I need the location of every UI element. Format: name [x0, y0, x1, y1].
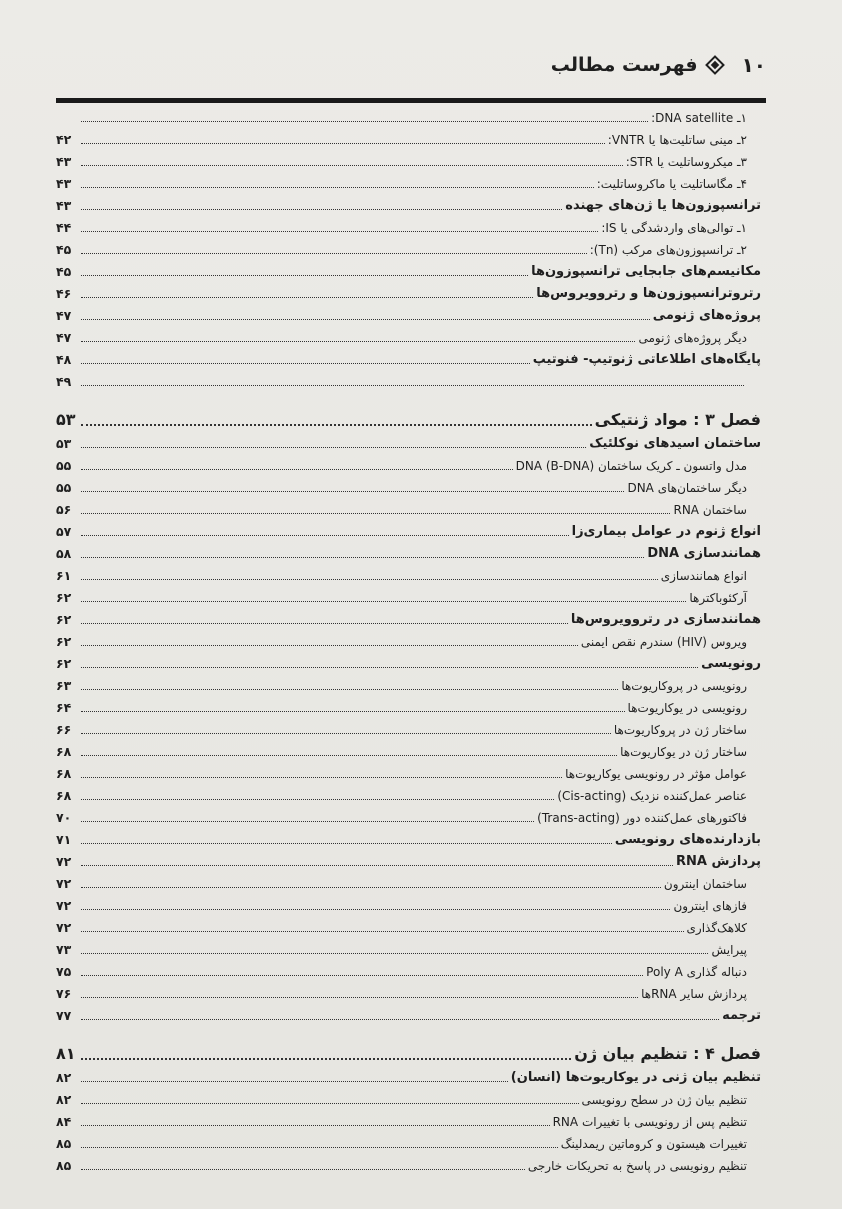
dot-leader — [81, 362, 530, 364]
toc-entry-page: ۸۱ — [56, 1044, 76, 1063]
toc-entry-page: ۵۶ — [56, 502, 72, 517]
dot-leader — [81, 842, 612, 844]
toc-entry — [56, 540, 761, 562]
toc-entry-title: فصل ۳ : مواد ژنتیکی — [594, 410, 761, 429]
diamond-ornament-icon — [705, 55, 725, 75]
dot-leader — [81, 296, 533, 298]
toc-entry-page: ۷۲ — [56, 876, 72, 891]
toc-entry-title: فاکتورهای عمل‌کننده دور (Trans-acting) — [537, 811, 747, 825]
toc-entry-title: تنظیم بیان ژن در سطح رونویسی — [581, 1093, 747, 1107]
toc-entry-title: ویروس (HIV) سندرم نقص ایمنی — [580, 635, 747, 649]
toc-entry — [56, 848, 761, 870]
toc-entry — [56, 804, 761, 826]
toc-entry-title: رتروترانسپوزون‌ها و رتروویروس‌ها — [536, 286, 761, 301]
toc-entry-title: ساختمان RNA — [673, 503, 747, 517]
toc-entry-page: ۷۰ — [56, 810, 72, 825]
toc-entry — [56, 430, 761, 452]
toc-entry-title: ترانسپوزون‌ها یا ژن‌های جهنده — [565, 198, 761, 213]
dot-leader — [81, 864, 673, 866]
dot-leader — [81, 798, 554, 800]
toc-entry-title: بازدارنده‌های رونویسی — [614, 832, 761, 847]
toc-entry-title: مکانیسم‌های جابجایی ترانسپوزون‌ها — [531, 264, 761, 279]
toc-entry — [56, 782, 761, 804]
dot-leader — [81, 468, 513, 470]
toc-entry — [56, 280, 761, 302]
toc-entry-page: ۵۸ — [56, 546, 72, 561]
toc-entry-title: ساختمان اسیدهای نوکلئیک — [589, 436, 761, 451]
toc-entry-page: ۴۷ — [56, 330, 72, 345]
toc-entry-title: ساختمان اینترون — [663, 877, 747, 891]
toc-entry — [56, 126, 761, 148]
toc-entry-page: ۷۷ — [56, 1008, 72, 1023]
dot-leader — [81, 423, 592, 426]
dot-leader — [81, 230, 598, 232]
toc-entry-page: ۵۳ — [56, 436, 72, 451]
dot-leader — [81, 952, 708, 954]
page-number: ۱۰ — [741, 53, 766, 77]
dot-leader — [81, 996, 638, 998]
toc-entry-page: ۴۳ — [56, 154, 72, 169]
dot-leader — [81, 446, 586, 448]
toc-entry — [56, 1108, 761, 1130]
toc-entry-title: تنظیم رونویسی در پاسخ به تحریکات خارجی — [527, 1159, 747, 1173]
dot-leader — [81, 710, 625, 712]
dot-leader — [81, 142, 605, 144]
chapter-heading — [56, 1030, 761, 1064]
toc-entry — [56, 738, 761, 760]
dot-leader — [81, 186, 594, 188]
toc-entry-page: ۶۲ — [56, 656, 72, 671]
toc-entry — [56, 650, 761, 672]
toc-entry-title: عوامل مؤثر در رونویسی یوکاریوت‌ها — [565, 767, 747, 781]
toc-entry-title: ۱ـ توالی‌های واردشدگی یا IS: — [601, 221, 747, 235]
toc-entry — [56, 826, 761, 848]
toc-entry — [56, 236, 761, 258]
toc-entry — [56, 518, 761, 540]
toc-entry-title: عناصر عمل‌کننده نزدیک (Cis-acting) — [557, 789, 747, 803]
dot-leader — [81, 164, 623, 166]
toc-entry-title: ساختار ژن در پروکاریوت‌ها — [613, 723, 747, 737]
toc-entry-title: رونویسی — [701, 656, 761, 671]
dot-leader — [81, 578, 658, 580]
dot-leader — [81, 384, 744, 386]
dot-leader — [81, 318, 650, 320]
toc-entry-page: ۴۴ — [56, 220, 72, 235]
page-header — [56, 48, 766, 82]
toc-entry — [56, 368, 761, 390]
toc-entry — [56, 1064, 761, 1086]
toc-entry-title: دنباله گذاری Poly A — [646, 965, 747, 979]
toc-entry-page: ۷۲ — [56, 854, 72, 869]
toc-entry-title: تنظیم پس از رونویسی با تغییرات RNA — [552, 1115, 747, 1129]
toc-entry-page: ۶۸ — [56, 766, 72, 781]
dot-leader — [81, 820, 534, 822]
toc-entry-page: ۸۵ — [56, 1136, 72, 1151]
toc-entry-title: پردازش سایر RNAها — [641, 987, 747, 1001]
dot-leader — [81, 340, 635, 342]
dot-leader — [81, 600, 686, 602]
toc-entry — [56, 1086, 761, 1108]
toc-entry — [56, 562, 761, 584]
toc-entry — [56, 1002, 761, 1024]
toc-entry-page: ۵۷ — [56, 524, 72, 539]
toc-entry-title: ۳ـ میکروساتلیت یا STR: — [625, 155, 747, 169]
toc-entry-title: پروژه‌های ژنومی — [652, 308, 761, 323]
dot-leader — [81, 1146, 558, 1148]
toc-entry-title: ۲ـ ترانسپوزون‌های مرکب (Tn): — [589, 243, 747, 257]
toc-entry-page: ۴۷ — [56, 308, 72, 323]
toc-entry-title: تنظیم بیان ژنی در یوکاریوت‌ها (انسان) — [510, 1070, 761, 1085]
dot-leader — [81, 754, 617, 756]
toc-entry-title: ۴ـ مگاساتلیت یا ماکروساتلیت: — [596, 177, 747, 191]
toc-entry — [56, 936, 761, 958]
dot-leader — [81, 1168, 525, 1170]
toc-entry-page: ۴۳ — [56, 176, 72, 191]
dot-leader — [81, 1080, 508, 1082]
dot-leader — [81, 512, 670, 514]
toc-entry-page: ۴۹ — [56, 374, 72, 389]
toc-entry — [56, 170, 761, 192]
header-rule — [56, 98, 766, 103]
toc-entry-page: ۶۴ — [56, 700, 72, 715]
toc-entry-page: ۸۲ — [56, 1070, 72, 1085]
toc-entry-page: ۶۶ — [56, 722, 72, 737]
dot-leader — [81, 120, 648, 122]
toc-entry — [56, 214, 761, 236]
toc-entry-page: ۴۵ — [56, 264, 72, 279]
dot-leader — [81, 1057, 571, 1060]
toc-entry — [56, 104, 761, 126]
toc-entry — [56, 1152, 761, 1174]
toc-entry-page: ۴۸ — [56, 352, 72, 367]
dot-leader — [81, 644, 578, 646]
toc-entry-page: ۶۱ — [56, 568, 72, 583]
toc-entry — [56, 892, 761, 914]
toc-entry-page: ۸۴ — [56, 1114, 72, 1129]
toc-entry-page: ۸۵ — [56, 1158, 72, 1173]
toc-entry-title: ساختار ژن در یوکاریوت‌ها — [620, 745, 747, 759]
dot-leader — [81, 930, 684, 932]
dot-leader — [81, 1124, 550, 1126]
dot-leader — [81, 208, 562, 210]
toc-entry — [56, 672, 761, 694]
toc-entry-title: ۱ـ DNA satellite: — [651, 111, 747, 125]
toc-entry-page: ۶۲ — [56, 612, 72, 627]
toc-entry — [56, 258, 761, 280]
toc-entry-title: دیگر پروژه‌های ژنومی — [638, 331, 747, 345]
toc-entry-title: فازهای اینترون — [673, 899, 747, 913]
toc-entry — [56, 496, 761, 518]
toc-entry-title: مدل واتسون ـ کریک ساختمان DNA (B-DNA) — [515, 459, 747, 473]
toc-entry-title: آرکئوباکترها — [689, 591, 747, 605]
toc-entry-page: ۴۶ — [56, 286, 72, 301]
toc-entry-page: ۷۲ — [56, 898, 72, 913]
toc-entry-title: دیگر ساختمان‌های DNA — [627, 481, 747, 495]
toc-entry-page: ۷۳ — [56, 942, 72, 957]
toc-entry-page: ۵۵ — [56, 458, 72, 473]
dot-leader — [81, 252, 587, 254]
toc-entry — [56, 324, 761, 346]
toc-entry — [56, 192, 761, 214]
toc-entry-page: ۴۳ — [56, 198, 72, 213]
toc-entry — [56, 474, 761, 496]
toc-entry-title: پایگاه‌های اطلاعاتی ژنوتیپ- فنوتیپ — [532, 352, 761, 367]
toc-entry-page: ۵۳ — [56, 410, 76, 429]
toc-entry-title: فصل ۴ : تنظیم بیان ژن — [574, 1044, 761, 1063]
dot-leader — [81, 732, 611, 734]
toc-entry — [56, 584, 761, 606]
dot-leader — [81, 534, 569, 536]
page-title: فهرست مطالب — [550, 54, 698, 76]
toc-entry-page: ۴۲ — [56, 132, 72, 147]
toc-entry-title: ۲ـ مینی ساتلیت‌ها یا VNTR: — [607, 133, 747, 147]
toc-entry-page: ۷۲ — [56, 920, 72, 935]
toc-entry — [56, 148, 761, 170]
dot-leader — [81, 666, 698, 668]
dot-leader — [81, 886, 661, 888]
toc-entry — [56, 716, 761, 738]
table-of-contents — [56, 104, 761, 1174]
toc-entry-title: همانندسازی در رتروویروس‌ها — [570, 612, 761, 627]
toc-entry-page: ۷۶ — [56, 986, 72, 1001]
dot-leader — [81, 622, 568, 624]
toc-entry-page: ۶۳ — [56, 678, 72, 693]
dot-leader — [81, 1018, 719, 1020]
toc-entry — [56, 346, 761, 368]
toc-entry — [56, 452, 761, 474]
toc-entry — [56, 1130, 761, 1152]
chapter-heading — [56, 396, 761, 430]
toc-entry-title: رونویسی در یوکاریوت‌ها — [627, 701, 747, 715]
toc-entry-page — [56, 125, 78, 126]
toc-entry — [56, 980, 761, 1002]
toc-entry-page: ۷۵ — [56, 964, 72, 979]
dot-leader — [81, 688, 618, 690]
toc-entry-title: رونویسی در پروکاریوت‌ها — [621, 679, 747, 693]
toc-entry-title: تغییرات هیستون و کروماتین ریمدلینگ — [560, 1137, 747, 1151]
toc-entry — [56, 914, 761, 936]
toc-entry-page: ۶۸ — [56, 744, 72, 759]
toc-entry-page: ۶۲ — [56, 634, 72, 649]
toc-entry — [56, 694, 761, 716]
toc-entry — [56, 628, 761, 650]
dot-leader — [81, 274, 528, 276]
dot-leader — [81, 556, 644, 558]
toc-entry-title: پیرایش — [711, 943, 747, 957]
toc-entry-title: ترجمه — [722, 1008, 761, 1023]
toc-entry-page: ۶۸ — [56, 788, 72, 803]
dot-leader — [81, 1102, 579, 1104]
toc-entry-title: همانندسازی DNA — [647, 546, 761, 561]
dot-leader — [81, 490, 624, 492]
toc-entry-page: ۵۵ — [56, 480, 72, 495]
toc-entry-title: کلاهک‌گذاری — [686, 921, 747, 935]
toc-entry — [56, 302, 761, 324]
toc-entry — [56, 760, 761, 782]
toc-entry — [56, 958, 761, 980]
toc-entry-page: ۷۱ — [56, 832, 72, 847]
toc-entry-page: ۸۲ — [56, 1092, 72, 1107]
dot-leader — [81, 908, 670, 910]
toc-entry-page: ۴۵ — [56, 242, 72, 257]
toc-entry-title: پردازش RNA — [676, 854, 761, 869]
toc-entry — [56, 606, 761, 628]
dot-leader — [81, 776, 562, 778]
toc-entry-title: انواع همانندسازی — [660, 569, 747, 583]
toc-entry-page: ۶۲ — [56, 590, 72, 605]
toc-entry-title: انواع ژنوم در عوامل بیماری‌زا — [571, 524, 761, 539]
toc-entry — [56, 870, 761, 892]
dot-leader — [81, 974, 643, 976]
